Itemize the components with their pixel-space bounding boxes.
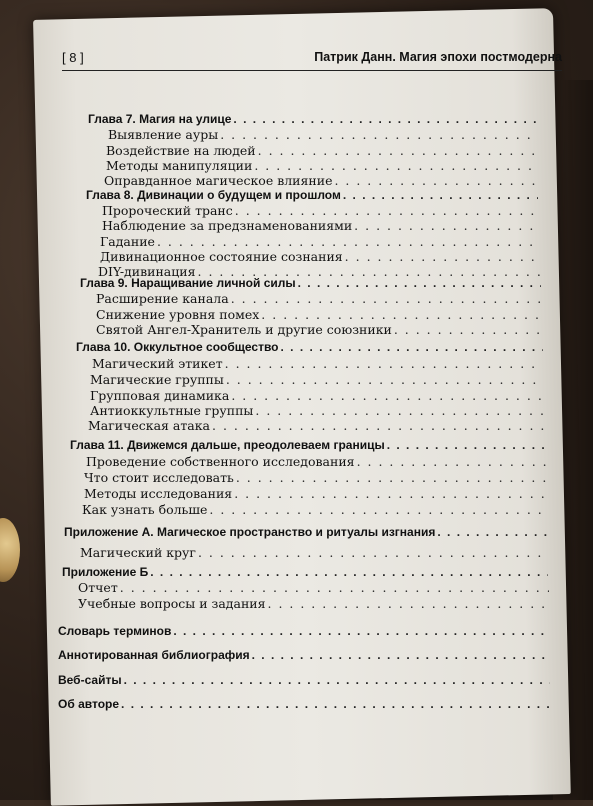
toc-entry-label: Наблюдение за предзнаменованиями — [102, 218, 353, 233]
toc-section-row — [92, 356, 559, 371]
toc-section-row — [90, 388, 560, 403]
toc-entry-label: Приложение А. Магическое пространство и ритуалы изгнания — [64, 525, 436, 539]
toc-entry-label: Магические группы — [90, 372, 224, 387]
toc-section-row — [108, 127, 552, 142]
toc-leader-dots — [120, 580, 549, 595]
toc-chapter-row — [70, 438, 561, 452]
toc-entry-label: Отчет — [78, 580, 118, 595]
toc-section-row — [102, 218, 555, 233]
toc-leader-dots — [157, 234, 540, 249]
toc-entry-label: Дивинационное состояние сознания — [100, 249, 343, 264]
toc-entry-label: DIY-дивинация — [98, 264, 196, 279]
toc-entry-label: Снижение уровня помех — [96, 307, 260, 322]
toc-entry-label: Глава 8. Дивинации о будущем и прошлом — [86, 188, 341, 202]
toc-section-row — [100, 249, 556, 264]
toc-section-row — [96, 322, 558, 337]
page-number: [ 8 ] — [62, 50, 84, 65]
toc-chapter-row — [58, 624, 565, 638]
toc-section-row — [86, 454, 562, 469]
toc-entry-label: Магический этикет — [92, 356, 223, 371]
toc-leader-dots — [345, 249, 540, 264]
toc-chapter-row — [80, 276, 557, 290]
toc-leader-dots — [281, 340, 544, 354]
toc-chapter-row — [62, 565, 564, 579]
toc-section-row — [84, 486, 562, 501]
toc-leader-dots — [121, 697, 550, 711]
toc-entry-label: Оправданное магическое влияние — [104, 173, 333, 188]
toc-leader-dots — [173, 624, 549, 638]
toc-leader-dots — [252, 648, 550, 662]
toc-leader-dots — [234, 486, 546, 501]
toc-leader-dots — [394, 322, 542, 337]
toc-entry-label: Групповая динамика — [90, 388, 230, 403]
toc-leader-dots — [235, 203, 539, 218]
toc-section-row — [90, 403, 560, 418]
toc-chapter-row — [88, 112, 552, 126]
toc-entry-label: Святой Ангел-Хранитель и другие союзники — [96, 322, 392, 337]
toc-entry-label: Выявление ауры — [108, 127, 219, 142]
toc-entry-label: Приложение Б — [62, 565, 149, 579]
toc-section-row — [100, 234, 556, 249]
toc-leader-dots — [209, 502, 547, 517]
toc-section-row — [82, 502, 563, 517]
toc-entry-label: Словарь терминов — [58, 624, 172, 638]
toc-section-row — [104, 173, 554, 188]
toc-leader-dots — [354, 218, 539, 233]
toc-leader-dots — [255, 403, 544, 418]
toc-section-row — [106, 143, 553, 158]
toc-leader-dots — [334, 173, 538, 188]
toc-leader-dots — [124, 673, 550, 687]
toc-entry-label: Об авторе — [58, 697, 120, 711]
toc-chapter-row — [86, 188, 554, 202]
toc-leader-dots — [220, 127, 536, 142]
toc-chapter-row — [76, 340, 559, 354]
toc-leader-dots — [226, 372, 544, 387]
toc-entry-label: Веб-сайты — [58, 673, 122, 687]
toc-entry-label: Глава 9. Наращивание личной силы — [80, 276, 296, 290]
toc-chapter-row — [58, 673, 566, 687]
toc-section-row — [96, 307, 558, 322]
toc-leader-dots — [268, 596, 550, 611]
toc-entry-label: Как узнать больше — [82, 502, 208, 517]
toc-section-row — [96, 291, 557, 306]
toc-leader-dots — [212, 418, 545, 433]
toc-entry-label: Проведение собственного исследования — [86, 454, 355, 469]
toc-entry-label: Магический круг — [80, 545, 196, 560]
toc-entry-label: Воздействие на людей — [106, 143, 256, 158]
toc-leader-dots — [254, 158, 537, 173]
toc-leader-dots — [298, 276, 541, 290]
toc-section-row — [78, 580, 565, 595]
toc-section-row — [106, 158, 553, 173]
toc-leader-dots — [258, 143, 537, 158]
toc-leader-dots — [225, 356, 543, 371]
toc-leader-dots — [150, 565, 548, 579]
toc-entry-label: Гадание — [100, 234, 155, 249]
toc-entry-label: Глава 11. Движемся дальше, преодолеваем границы — [70, 438, 385, 452]
toc-leader-dots — [437, 525, 547, 539]
toc-entry-label: Аннотированная библиография — [58, 648, 250, 662]
running-title: Патрик Данн. Магия эпохи постмодерна — [314, 50, 562, 64]
toc-leader-dots — [387, 438, 545, 452]
toc-entry-label: Учебные вопросы и задания — [78, 596, 266, 611]
toc-chapter-row — [64, 525, 563, 539]
toc-chapter-row — [58, 648, 566, 662]
toc-entry-label: Антиоккультные группы — [90, 403, 254, 418]
toc-chapter-row — [58, 697, 566, 711]
toc-section-row — [90, 372, 560, 387]
toc-entry-label: Расширение канала — [96, 291, 229, 306]
toc-entry-label: Пророческий транс — [102, 203, 233, 218]
toc-leader-dots — [231, 388, 544, 403]
toc-leader-dots — [198, 545, 548, 560]
toc-entry-label: Магическая атака — [88, 418, 211, 433]
toc-entry-label: Глава 10. Оккультное сообщество — [76, 340, 279, 354]
toc-entry-label: Методы манипуляции — [106, 158, 253, 173]
toc-leader-dots — [261, 307, 542, 322]
toc-entry-label: Методы исследования — [84, 486, 233, 501]
toc-leader-dots — [231, 291, 541, 306]
toc-leader-dots — [236, 470, 546, 485]
toc-leader-dots — [233, 112, 536, 126]
toc-section-row — [78, 596, 565, 611]
toc-section-row — [88, 418, 561, 433]
toc-entry-label: Что стоит исследовать — [84, 470, 234, 485]
toc-section-row — [80, 545, 564, 560]
toc-leader-dots — [357, 454, 546, 469]
toc-section-row — [102, 203, 555, 218]
toc-entry-label: Глава 7. Магия на улице — [88, 112, 232, 126]
toc-section-row — [84, 470, 562, 485]
toc-leader-dots — [343, 188, 538, 202]
